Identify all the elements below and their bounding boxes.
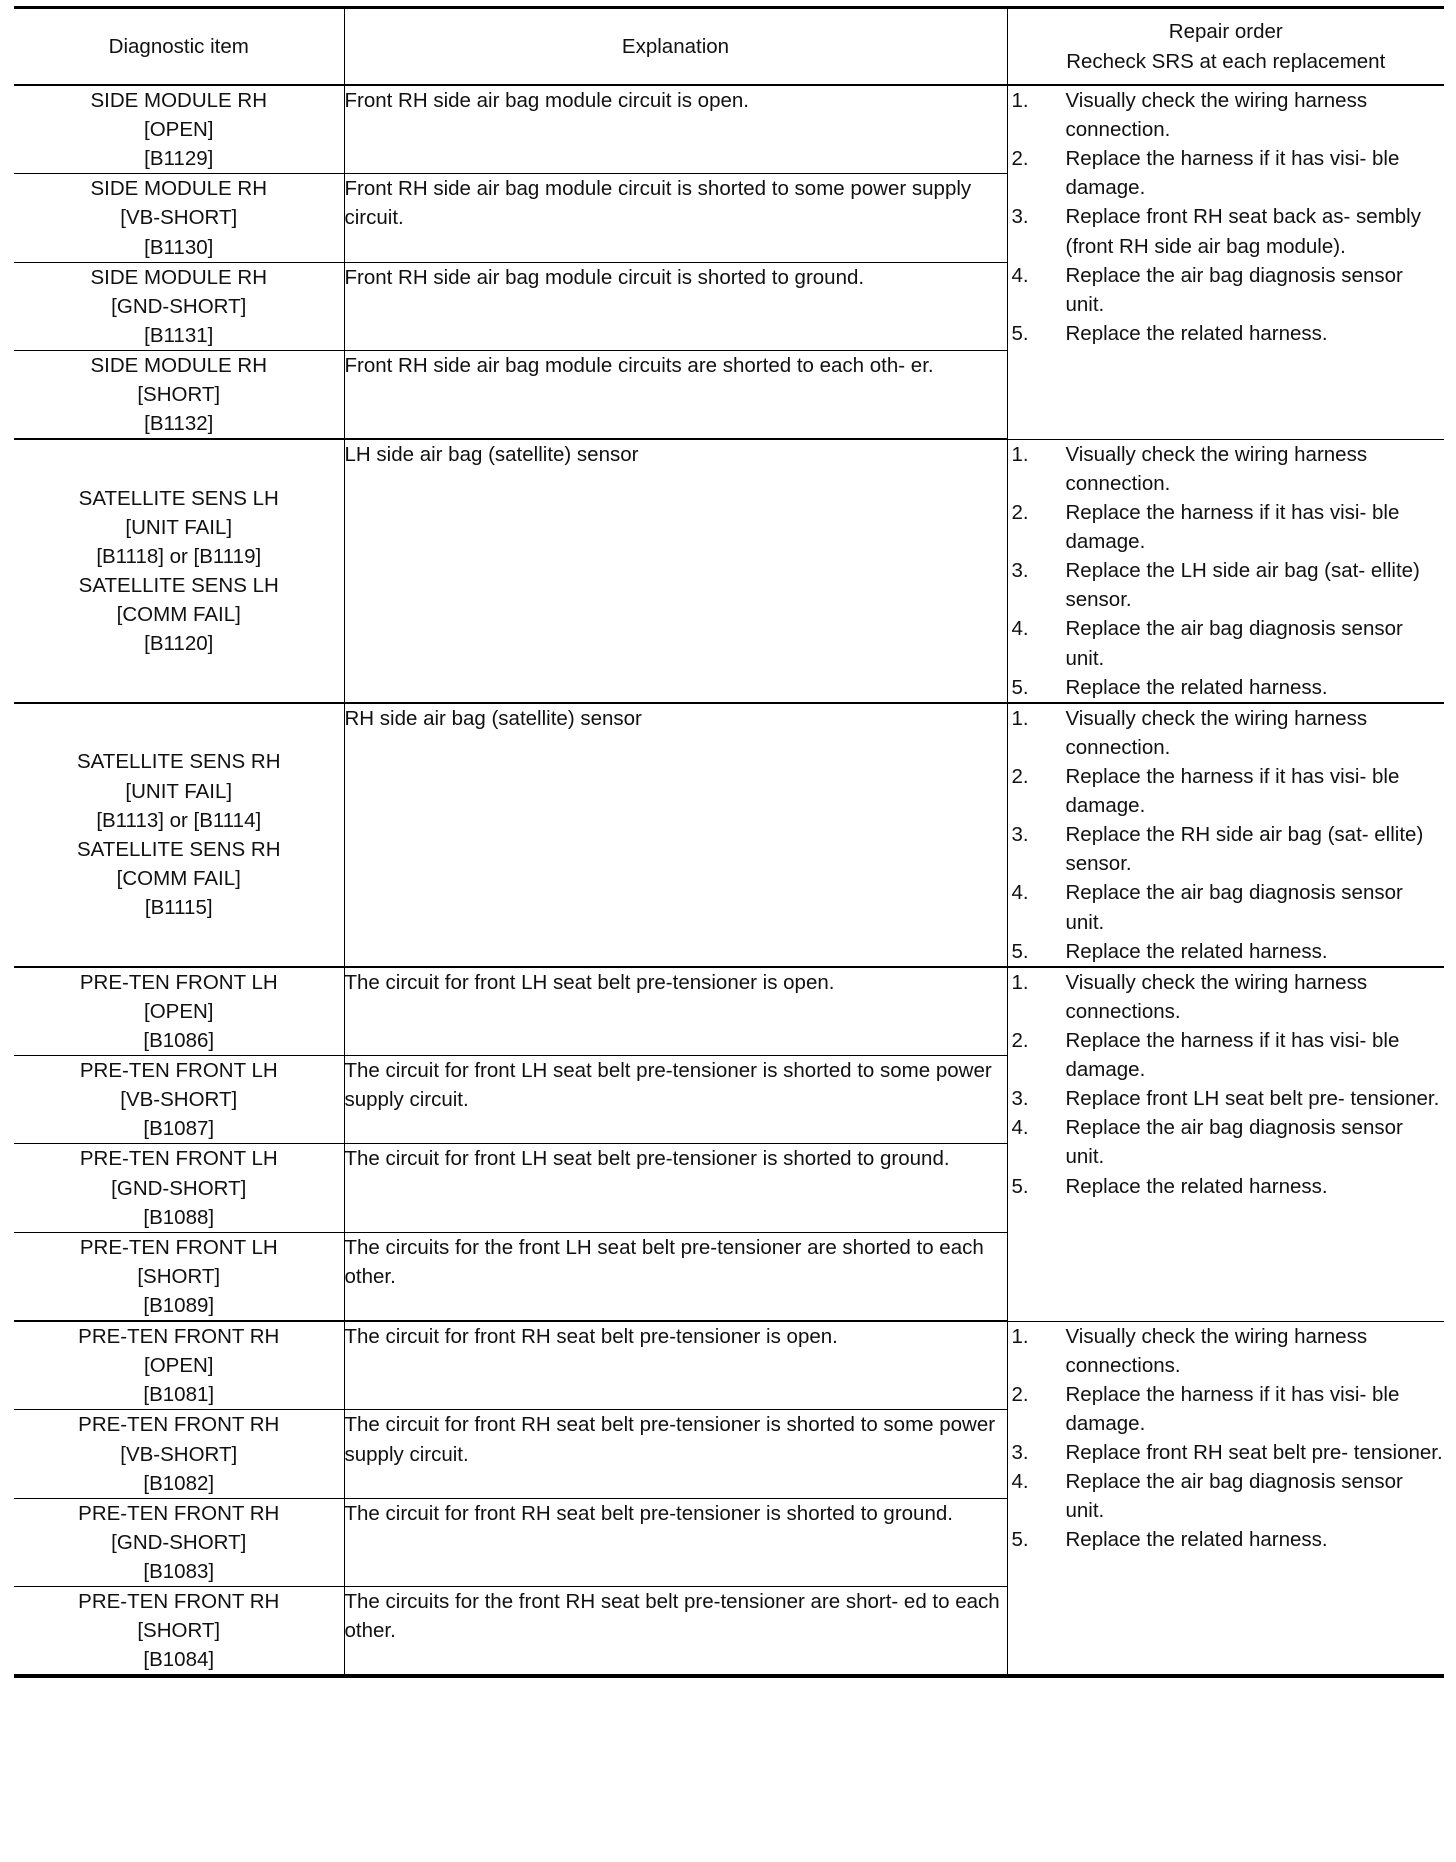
repair-step-text: Replace the related harness.	[1065, 1174, 1328, 1198]
repair-step	[1008, 202, 1445, 260]
repair-order-cell	[1007, 1321, 1444, 1676]
repair-step-number: 1.	[1011, 706, 1029, 730]
repair-step	[1008, 1172, 1445, 1201]
diagnostic-item-cell	[14, 174, 344, 262]
repair-step	[1008, 144, 1445, 202]
repair-steps-list	[1008, 704, 1445, 966]
diagnostic-item-line: [UNIT FAIL]	[125, 779, 233, 803]
explanation-cell: The circuit for front RH seat belt pre-tensioner is shorted to ground.	[344, 1498, 1007, 1586]
table-row	[14, 703, 1444, 967]
repair-step-number: 2.	[1011, 765, 1029, 789]
repair-step	[1008, 1525, 1445, 1554]
repair-step	[1008, 968, 1445, 1026]
repair-order-cell	[1007, 703, 1444, 967]
repair-step-number: 5.	[1011, 321, 1029, 345]
repair-step-number: 1.	[1011, 1324, 1029, 1348]
diagnostic-item-line: PRE-TEN FRONT RH	[78, 1501, 280, 1525]
repair-step-text: Replace the related harness.	[1065, 321, 1328, 345]
explanation-cell: The circuit for front RH seat belt pre-tensioner is shorted to some power supply circuit.	[344, 1410, 1007, 1498]
diagnostic-item-cell	[14, 439, 344, 702]
repair-step-text: Visually check the wiring harness connections.	[1065, 1324, 1368, 1377]
diagnostic-item-line: [VB-SHORT]	[120, 1088, 238, 1112]
explanation-cell: The circuits for the front LH seat belt pre-tensioner are shorted to each other.	[344, 1232, 1007, 1321]
repair-step-text: Replace the related harness.	[1065, 675, 1328, 699]
repair-step	[1008, 1113, 1445, 1171]
repair-step-number: 4.	[1011, 617, 1029, 641]
diagnostic-item-line: SIDE MODULE RH	[90, 89, 268, 112]
diagnostic-item-line: [B1088]	[143, 1205, 215, 1229]
repair-step-text: Replace the air bag diagnosis sensor unit.	[1065, 263, 1403, 316]
repair-step-text: Replace the harness if it has visi- ble damage.	[1065, 147, 1400, 200]
repair-step	[1008, 498, 1445, 556]
repair-step	[1008, 1467, 1445, 1525]
repair-step-number: 2.	[1011, 1382, 1029, 1406]
repair-steps-list	[1008, 968, 1445, 1201]
repair-step-number: 3.	[1011, 205, 1029, 229]
diagnostic-item-line: [VB-SHORT]	[120, 1442, 238, 1466]
diagnostic-item-line: [OPEN]	[144, 999, 214, 1023]
repair-step-number: 3.	[1011, 1441, 1029, 1465]
repair-step-number: 4.	[1011, 1470, 1029, 1494]
explanation-cell: Front RH side air bag module circuit is open.	[344, 85, 1007, 174]
repair-step	[1008, 1026, 1445, 1084]
header-row	[14, 8, 1444, 86]
repair-step	[1008, 762, 1445, 820]
repair-step-number: 5.	[1011, 675, 1029, 699]
diagnostic-item-cell	[14, 85, 344, 174]
repair-step-number: 3.	[1011, 1087, 1029, 1111]
diagnostic-item-line: [SHORT]	[137, 1264, 221, 1288]
table-row	[14, 1321, 1444, 1410]
header-diagnostic-item: Diagnostic item	[14, 8, 344, 86]
diagnostic-item-line: [VB-SHORT]	[120, 206, 238, 230]
diagnostic-item-line: [B1131]	[144, 323, 214, 347]
explanation-cell: RH side air bag (satellite) sensor	[344, 703, 1007, 967]
explanation-cell: Front RH side air bag module circuit is shorted to some power supply circuit.	[344, 174, 1007, 262]
diagnostic-item-cell	[14, 967, 344, 1056]
explanation-cell: The circuit for front LH seat belt pre-tensioner is open.	[344, 967, 1007, 1056]
diagnostic-item-line: [COMM FAIL]	[116, 866, 241, 890]
diagnostic-item-line: [B1120]	[144, 632, 214, 656]
diagnostic-item-line: PRE-TEN FRONT RH	[78, 1413, 280, 1437]
repair-step-text: Replace the harness if it has visi- ble damage.	[1065, 765, 1400, 818]
repair-step-text: Visually check the wiring harness connection.	[1065, 89, 1368, 142]
explanation-cell: Front RH side air bag module circuit is shorted to ground.	[344, 262, 1007, 350]
repair-step-number: 1.	[1011, 89, 1029, 112]
diagnostic-item-line: [GND-SHORT]	[111, 294, 247, 318]
diagnostic-item-line: [B1113] or [B1114]	[96, 808, 262, 832]
diagnostic-item-line: PRE-TEN FRONT RH	[78, 1590, 280, 1614]
repair-order-cell	[1007, 85, 1444, 439]
diagnostic-item-line: PRE-TEN FRONT LH	[79, 1059, 278, 1083]
repair-step	[1008, 1084, 1445, 1113]
repair-step	[1008, 1322, 1445, 1380]
diagnostic-item-cell	[14, 1321, 344, 1410]
diagnostic-item-line: [COMM FAIL]	[116, 603, 241, 627]
repair-step-number: 4.	[1011, 263, 1029, 287]
diagnostic-item-line: PRE-TEN FRONT LH	[79, 1147, 278, 1171]
header-repair-order-title: Repair order	[1168, 20, 1283, 44]
repair-step	[1008, 704, 1445, 762]
diagnostic-item-line: [UNIT FAIL]	[125, 515, 233, 539]
repair-step-text: Replace the air bag diagnosis sensor unit.	[1065, 881, 1403, 934]
table-row	[14, 85, 1444, 174]
repair-step-number: 2.	[1011, 147, 1029, 171]
diagnostic-table	[14, 6, 1444, 1678]
diagnostic-item-line: SIDE MODULE RH	[90, 177, 268, 201]
repair-step-text: Replace the air bag diagnosis sensor unit.	[1065, 617, 1403, 670]
repair-step	[1008, 261, 1445, 319]
repair-steps-list	[1008, 1322, 1445, 1555]
repair-step	[1008, 937, 1445, 966]
explanation-cell: The circuits for the front RH seat belt pre-tensioner are short- ed to each other.	[344, 1587, 1007, 1677]
diagnostic-item-line: [B1087]	[143, 1117, 215, 1141]
repair-step	[1008, 319, 1445, 348]
repair-step	[1008, 820, 1445, 878]
repair-step	[1008, 1380, 1445, 1438]
diagnostic-item-line: PRE-TEN FRONT LH	[79, 1235, 278, 1259]
repair-step-text: Replace the air bag diagnosis sensor unit.	[1065, 1116, 1403, 1169]
diagnostic-item-line: SATELLITE SENS LH	[78, 486, 279, 510]
repair-step-text: Replace front RH seat back as- sembly (front RH side air bag module).	[1065, 205, 1421, 258]
explanation-cell: The circuit for front LH seat belt pre-tensioner is shorted to some power supply circuit.	[344, 1056, 1007, 1144]
diagnostic-item-line: [OPEN]	[144, 118, 214, 142]
table-body	[14, 85, 1444, 1676]
repair-step	[1008, 878, 1445, 936]
diagnostic-item-cell	[14, 1410, 344, 1498]
repair-step-text: Replace the air bag diagnosis sensor unit.	[1065, 1470, 1403, 1523]
table-header	[14, 8, 1444, 86]
diagnostic-item-line: [B1084]	[143, 1648, 215, 1672]
repair-step-text: Visually check the wiring harness connection.	[1065, 442, 1368, 495]
diagnostic-item-cell	[14, 1498, 344, 1586]
diagnostic-item-cell	[14, 1232, 344, 1321]
diagnostic-item-line: [SHORT]	[137, 383, 221, 407]
repair-step-text: Replace the harness if it has visi- ble damage.	[1065, 501, 1400, 554]
diagnostic-item-line: [B1086]	[143, 1029, 215, 1052]
repair-order-cell	[1007, 439, 1444, 702]
diagnostic-item-cell	[14, 1056, 344, 1144]
explanation-cell: The circuit for front RH seat belt pre-tensioner is open.	[344, 1321, 1007, 1410]
diagnostic-item-line: [B1089]	[143, 1293, 215, 1317]
diagnostic-item-line: [SHORT]	[137, 1619, 221, 1643]
diagnostic-item-line: SIDE MODULE RH	[90, 265, 268, 289]
repair-step-text: Visually check the wiring harness connections.	[1065, 970, 1368, 1023]
diagnostic-item-line: SATELLITE SENS RH	[76, 837, 281, 861]
repair-step-number: 5.	[1011, 1528, 1029, 1552]
repair-step-number: 3.	[1011, 823, 1029, 847]
repair-step	[1008, 1438, 1445, 1467]
header-repair-order-note: Recheck SRS at each replacement	[1066, 49, 1386, 73]
repair-step	[1008, 614, 1445, 672]
diagnostic-item-line: SATELLITE SENS RH	[76, 750, 281, 774]
repair-steps-list	[1008, 86, 1445, 348]
repair-step	[1008, 556, 1445, 614]
diagnostic-item-line: [B1118] or [B1119]	[96, 544, 262, 568]
repair-step-number: 1.	[1011, 442, 1029, 466]
repair-step-text: Replace the related harness.	[1065, 939, 1328, 963]
diagnostic-item-line: [B1082]	[143, 1471, 215, 1495]
diagnostic-item-line: [GND-SHORT]	[111, 1530, 247, 1554]
diagnostic-item-line: PRE-TEN FRONT LH	[79, 970, 278, 994]
repair-step	[1008, 86, 1445, 144]
repair-step-text: Replace the harness if it has visi- ble damage.	[1065, 1029, 1400, 1082]
explanation-cell: LH side air bag (satellite) sensor	[344, 439, 1007, 702]
diagnostic-item-cell	[14, 1587, 344, 1677]
repair-step-number: 4.	[1011, 1116, 1029, 1140]
repair-step-number: 2.	[1011, 1029, 1029, 1052]
repair-step-text: Replace the related harness.	[1065, 1528, 1328, 1552]
repair-step-text: Visually check the wiring harness connection.	[1065, 706, 1368, 759]
repair-step-number: 5.	[1011, 939, 1029, 963]
diagnostic-item-line: [B1132]	[144, 412, 214, 436]
repair-step-number: 4.	[1011, 881, 1029, 905]
diagnostic-item-line: [B1130]	[144, 235, 214, 259]
explanation-cell: The circuit for front LH seat belt pre-tensioner is shorted to ground.	[344, 1144, 1007, 1232]
repair-step-number: 3.	[1011, 559, 1029, 583]
diagnostic-item-cell	[14, 350, 344, 439]
explanation-cell: Front RH side air bag module circuits are shorted to each oth- er.	[344, 350, 1007, 439]
diagnostic-item-line: [B1115]	[144, 896, 213, 919]
diagnostic-item-line: [OPEN]	[144, 1354, 214, 1378]
diagnostic-item-line: SIDE MODULE RH	[90, 353, 268, 377]
repair-step-text: Replace front LH seat belt pre- tensioner.	[1065, 1087, 1440, 1111]
diagnostic-item-cell	[14, 1144, 344, 1232]
repair-step-text: Replace the harness if it has visi- ble damage.	[1065, 1382, 1400, 1435]
repair-step-text: Replace front RH seat belt pre- tensioner.	[1065, 1441, 1443, 1465]
header-repair-order	[1007, 8, 1444, 86]
header-explanation: Explanation	[344, 8, 1007, 86]
diagnostic-item-line: PRE-TEN FRONT RH	[78, 1325, 280, 1349]
diagnostic-item-line: [B1129]	[144, 147, 214, 171]
repair-step-text: Replace the LH side air bag (sat- ellite) sensor.	[1065, 559, 1420, 612]
repair-step-number: 1.	[1011, 970, 1029, 994]
repair-steps-list	[1008, 440, 1445, 702]
diagnostic-item-cell	[14, 262, 344, 350]
diagnostic-item-line: [B1083]	[143, 1559, 215, 1583]
repair-step-number: 5.	[1011, 1174, 1029, 1198]
repair-step	[1008, 440, 1445, 498]
repair-step	[1008, 673, 1445, 702]
repair-order-cell	[1007, 967, 1444, 1321]
diagnostic-item-line: SATELLITE SENS LH	[78, 574, 279, 598]
repair-step-text: Replace the RH side air bag (sat- ellite) sensor.	[1065, 823, 1424, 876]
table-row	[14, 439, 1444, 702]
diagnostic-item-line: [B1081]	[143, 1383, 215, 1407]
table-row	[14, 967, 1444, 1056]
diagnostic-item-cell	[14, 703, 344, 967]
diagnostic-item-line: [GND-SHORT]	[111, 1176, 247, 1200]
repair-step-number: 2.	[1011, 501, 1029, 525]
